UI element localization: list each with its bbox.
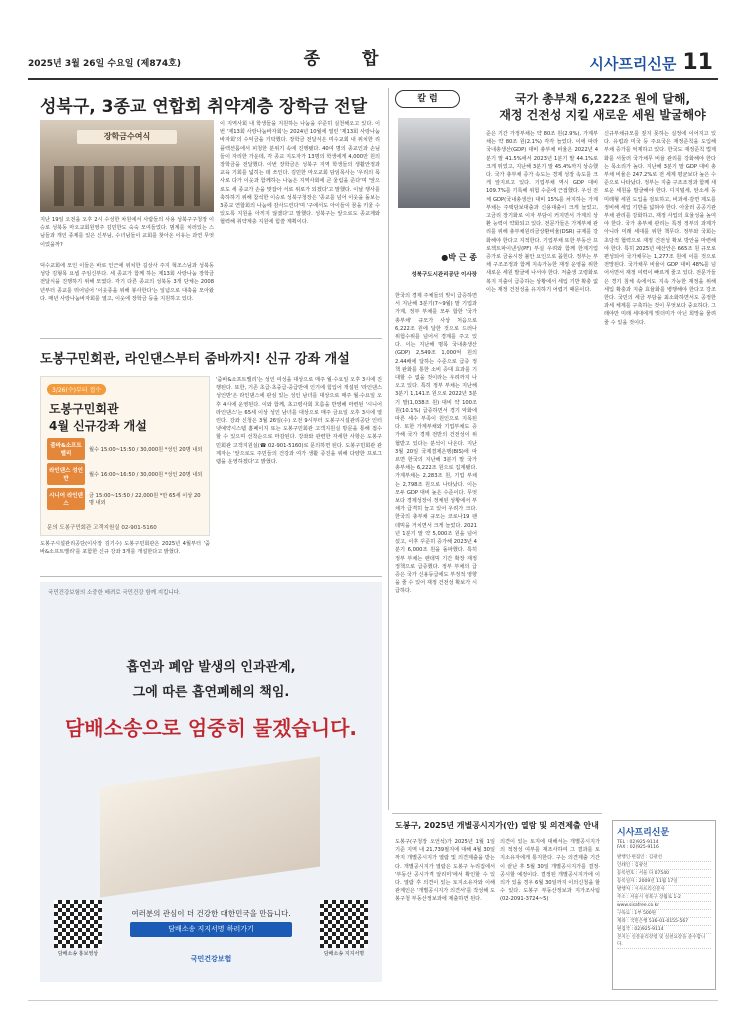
article2-body: '줌바&소프트밸리'는 성인 여성을 대상으로 매주 월·수요일 오후 3시에 진행된다. 또한, 기존 초급·초중급·중급반에 인기에 힘입어 개설된 '라인댄스 성인반'은 라인댄스에 관심 있는 성인 남녀를 대상으로 매주 월·수요일 오후 4시에 운영된다. 이와 함께, 초고령사회 흐름을 반영해 마련된 '시니어 라인댄스'는 65세 이상 성인 남녀를 대상으로 매주 금요일 오후 3시에 열린다. 강좌 신청은 3월 26일(수) 오전 9시부터 도봉구시설관리공단 인터넷예약시스템 홈페이지 또는 도봉구민회관 고객지원실 방문을 통해 접수할 수 있으며 선착순으로 마감된다. 강좌와 관련한 자세한 사항은 도봉구민회관 고객지원실(☎ 02-901-5160)로 문의하면 된다. 도봉구민회관 관계자는 '앞으로도 주민들의 건강과 여가 생활 증진을 위해 다양한 프로그램을 운영하겠다'고 밝혔다. xyxy=(216,377,382,466)
qr-left-label: 담배소송 홍보영상 xyxy=(57,951,99,957)
masthead-line: 본지는 신문윤리강령 및 실천요강을 준수합니다. xyxy=(617,934,711,949)
ad-line-1: 흡연과 폐암 발생의 인과관계, xyxy=(126,660,296,675)
masthead-line: 발행인·편집인 : 김광선 xyxy=(617,854,711,862)
header-date-issue: 2025년 3월 26일 수요일 (제874호) xyxy=(28,59,181,69)
masthead-line: 인쇄인 : 김광선 xyxy=(617,862,711,870)
article3-headline-2: 재정 건전성 지킬 새로운 세원 발굴해야 xyxy=(499,108,706,122)
cigarette-illustration xyxy=(100,757,320,898)
divider xyxy=(392,813,602,814)
article2-headline: 도봉구민회관, 라인댄스부터 줌바까지! 신규 강좌 개설 xyxy=(40,352,350,367)
qr-right-label: 담배소송 지지서명 xyxy=(323,951,365,957)
poster-title-1: 도봉구민회관 xyxy=(49,402,119,416)
article1-body-right: 이 지역사회 내 학생들을 지원하는 나눔을 꾸준히 실천해오고 있다. 이번 '제13회 사랑나눔바자회'는 2024년 10월에 열린 '제13회 사랑나눔 바자회'의 수익금을 기탁했다. 장학금 전달식은 미수교회 내 위치한 리플렉션룸에서 피청한 분위기 속에 진행됐다. 40여 명의 종교인과 손님들이 자리한 가운데, 각 종교 지도자가 13명의 학생에게 4,000만 원의 장학금을 전달했다. 이번 장학금은 성북구 지역 학생들의 생활안정과 교육 기회를 넓히는 데 쓰인다. 김민한 마오교회 담임목사는 '우리의 목사로 다가 이웃과 함께하는 나눔은 지역사회에 큰 울림을 준다'며 '앞으로도 세 종교가 손을 맞잡아 서로 위로가 되겠다'고 말했다. 이날 행사를 축하하기 위해 참석한 이승로 성북구청장은 '종교를 넘어 이웃을 돌보는 3종교 연합회의 나눔에 감사드린다'며 '구에서도 아이들이 꿈을 키울 수 있도록 지원을 아끼지 않겠다'고 말했다. 성북구는 앞으로도 종교계와 협력해 취약계층 지원에 힘쓸 계획이다. xyxy=(220,121,380,226)
qr-right-icon[interactable] xyxy=(320,900,368,948)
masthead-line: www.sisafree.co.kr xyxy=(617,902,711,910)
poster-rows xyxy=(41,438,209,510)
poster-badge: 3/26(수)부터 접수 xyxy=(47,384,106,395)
footer-rule xyxy=(28,1000,718,1001)
poster-row xyxy=(47,463,203,485)
ad-cta-button[interactable]: 담배소송 지지서명 하러가기 xyxy=(130,922,292,937)
masthead-lines xyxy=(617,854,711,949)
column-author: ●박 근 종 xyxy=(441,253,477,262)
masthead-line: 등록번호 : 서울 다 07540 xyxy=(617,870,711,878)
article3-body-a: 준은 기간 가정부채는 약 80조 원(2.9%), 가계부채는 약 80조 원(2.1%) 각각 늘었다. 이에 따라 국내총생산(GDP) 대비 총부채 비율은 2022년 4분기 말 41.5%에서 2023년 1분기 말 44.1%로 크게 뛰었고, 지난해 3분기 말 45.4%까지 상승했다. 국가 총부채 증가 속도는 경제 성장 속도를 크게 앞지르고 있다. 기업부채 역시 GDP 대비 109.7%를 기록해 위험 수준에 근접했다. 우선 전체 GDP(국내총생산) 대비 15%를 차지하는 가계부채는 주택담보대출과 신용대출이 크게 늘었고, 고금리 장기화로 이자 부담이 커지면서 가계의 상환 능력이 약화되고 있다. 전문가들은 가계부채 관리를 위해 총부채원리금상환비율(DSR) 규제를 강화해야 한다고 지적한다. 기업부채 또한 부동산 프로젝트파이낸싱(PF) 부실 우려와 함께 한계기업 증가로 금융시장 불안 요인으로 꼽힌다. 정부는 부채 구조조정과 함께 지속가능한 재정 운영을 위한 새로운 세원 발굴에 나서야 한다. 저출생 고령화로 복지 지출이 급증하는 상황에서 세입 기반 확충 없이는 재정 건전성을 유지하기 어렵기 때문이다. xyxy=(486,131,598,293)
masthead-line: 등록일자 : 2009년 11월 17일 xyxy=(617,878,711,886)
poster-row xyxy=(47,488,203,510)
article3-headline-1: 국가 총부채 6,222조 원에 달해, xyxy=(514,92,691,106)
masthead-paper: 시사프리신문 xyxy=(617,828,670,838)
divider xyxy=(40,576,382,577)
poster-footer: 문의 도봉구민회관 고객지원실 02-901-5160 xyxy=(47,525,157,531)
header-rule xyxy=(28,78,718,80)
poster-row-info: 금 15:00~15:50 / 22,000원 *만 65세 이상 20명 내외 xyxy=(89,493,201,506)
article1-body-left: 덕수교회에 모인 이들은 바로 인근에 위치한 길상사 주지 혁조스님과 성북동성당 김형목 요셉 주임신부다. 세 종교가 함께 하는 제13회 사랑나눔 장학금 전달식을 진행하기 위해 모였다. 각기 다른 종교의 성북동 3개 단체는 2008년부터 종교를 뛰어넘어 '이웃종을 위해 봉사한다'는 일념으로 대축을 모아왔다. 매년 사랑나눔바자회를 열고, 이웃에 장학금 등을 지원하고 있다. xyxy=(40,263,214,302)
column-body: 한국의 경제 주체들의 빚이 급증하면서 지난해 3분기(7~9월) 말 기업과 가계, 정부 부채를 모두 합한 '국가 총부채' 규모가 사상 처음으로 6,222조 원에 달한 것으로 드러나 위험수위를 넘어서 경계를 주고 있다. 이는 지난해 명목 국내총생산(GDP) 2,549조 1,000억 원의 2.44배에 달하는 수준으로 급증 정책 완화를 통한 소비 증대 효과를 기대할 수 없을 것이라는 우려까지 나오고 있다. 특히 정부 부채는 지난해 3분기 1,141조 원으로 2022년 3분기 말(1,038조 원) 대비 약 100조 원(10.1%) 급증하면서 경기 악화에 따른 세수 부족이 원인으로 지목된다. 또한 가계부채와 기업부채도 증가해 국가 경제 전반의 건전성이 위협받고 있다는 분석이 나온다. 지난 3월 20일 국제결제은행(BIS)에 따르면 한국의 지난해 3분기 말 국가 총부채는 6,222조 원으로 집계됐다. 가계부채는 2,283조 원, 기업 부채는 2,798조 원으로 나타났다. 이는 모두 GDP 대비 높은 수준이다. 무엇보다 경제성장이 정체된 상황에서 부채가 급격히 늘고 있어 우려가 크다. 한국의 총부채 규모는 코로나19 팬데믹을 거치면서 크게 늘었다. 2021년 1분기 말 약 5,000조 원을 넘어섰고, 이후 꾸준히 증가해 2023년 4분기 6,000조 원을 돌파했다. 특히 정부 부채는 팬데믹 기간 확장 재정 정책으로 급증했다. 정부 부채의 급증은 국가 신용등급에도 부정적 영향을 줄 수 있어 재정 건전성 확보가 시급하다. xyxy=(395,293,477,595)
masthead-line: 편집국 : 02)925-9114 xyxy=(617,926,711,934)
section-title: 종 합 xyxy=(303,49,397,69)
column-author-title: 성북구도시관리공단 이사장 xyxy=(411,272,477,278)
ad-logo-text: 국민건강보험의 소중한 배려로 국민건강 함께 지킵니다. xyxy=(48,590,181,596)
poster-row-name: 시니어 라인댄스 xyxy=(47,488,85,510)
article3-body-b: 신규부채규모를 짚지 못하는 실정에 이어지고 있다. 유럽과 미국 등 주요국은 재정준칙을 도입해 부채 증가를 억제하고 있다. 한국도 재정준칙 법제화를 서둘러 국가채무 비율 관리를 강화해야 한다는 목소리가 높다. 지난해 3분기 말 GDP 대비 총부채 비율은 247.2%로 전 세계 평균보다 높은 수준으로 나타났다. 정부는 지출 구조조정과 함께 새로운 세원을 발굴해야 한다. 디지털세, 탄소세 등 미래형 세원 도입을 검토하고, 비과세·감면 제도를 정비해 세입 기반을 넓혀야 한다. 아울러 공공기관 부채 관리를 강화하고, 재정 사업의 효율성을 높여야 한다. 국가 총부채 관리는 특정 정부의 과제가 아니라 미래 세대를 위한 책무다. 정부와 국회는 초당적 협력으로 재정 건전성 확보 방안을 마련해야 한다. 특히 2025년 예산안은 665조 원 규모로 편성되어 국가채무는 1,277조 원에 이를 것으로 전망된다. 국가채무 비율이 GDP 대비 48%를 넘어서면서 재정 여력이 빠르게 줄고 있다. 전문가들은 경기 침체 속에서도 지속 가능한 재정을 위해 세입 확충과 지출 효율화를 병행해야 한다고 강조한다. 국민의 세금 부담을 최소화하면서도 공정한 과세 체계를 구축하는 것이 무엇보다 중요하다. 그래야만 미래 세대에게 빚더미가 아닌 희망을 물려줄 수 있을 것이다. xyxy=(604,131,716,326)
masthead-line: 계좌 : 국민은행 536-01-0155-567 xyxy=(617,918,711,926)
poster-row-info: 월수 15:00~15:50 / 30,000원 *성인 20명 내외 xyxy=(89,446,203,453)
article1-caption: 지난 19일 오전을 오후 2시 수성한 차원에서 사람들의 사용 성북구구청장 이승로 성북동 마오교회원영주 김민한도 숙숙 모여들었다. 범계를 치러있는 스님들과 개인 종제를 있은 신부님, 수녀님들이 교회를 찾아온 이유는 과연 무엇이었을까? xyxy=(40,217,214,248)
photo-banner: 장학금수여식 xyxy=(77,130,177,144)
header-masthead xyxy=(589,50,713,75)
ad-line-2: 그에 따른 흡연폐해의 책임. xyxy=(132,685,290,700)
poster-title-2: 4월 신규강좌 개설 xyxy=(49,419,147,433)
ad-panel xyxy=(40,582,382,982)
article1-photo xyxy=(40,120,214,212)
poster-row-name: 라인댄스 성인반 xyxy=(47,463,85,485)
masthead-line: 구독료 : 1부 500원 xyxy=(617,910,711,918)
ad-slogan: 담배소송으로 엄중히 물겠습니다. xyxy=(64,716,357,740)
masthead-line: 주소 : 서울시 성북구 장월로 1-2 xyxy=(617,894,711,902)
divider xyxy=(40,338,382,339)
article2-caption: 도봉구시설관리공단(이사장 김기수) 도봉구민회관은 2025년 4월부터 '줌바&소프트밸리'를 포함한 신규 강좌 3개를 개설한다고 밝혔다. xyxy=(40,541,210,556)
column-divider xyxy=(388,88,389,810)
ad-org: 국민건강보험 xyxy=(190,955,232,963)
paper-name: 시사프리신문 xyxy=(589,55,677,73)
column-tag: 칼 럼 xyxy=(395,90,460,108)
poster-row xyxy=(47,438,203,460)
article2-poster xyxy=(40,376,210,536)
ad-bottom-text: 여러분의 관심이 더 건강한 대한민국을 만듭니다. xyxy=(131,909,291,918)
masthead-contact: TEL : 02)925-9114 FAX : 02)925-9116 xyxy=(617,840,659,850)
article4-headline: 도봉구, 2025년 개별공시지가(안) 열람 및 의견제출 안내 xyxy=(395,821,599,830)
qr-left-icon[interactable] xyxy=(54,900,102,948)
masthead-box xyxy=(612,820,716,990)
article4-body-b: 의견이 있는 토지에 대해서는 개별공시지가의 적정성 여부를 재조사하여 그 결과를 토지소유자에게 통지한다. 구는 의견제출 기간이 끝난 후 5월 30일 개별공시지가를 결정·공시할 예정이다. 결정된 개별공시지가에 이의가 있을 경우 6월 30일까지 이의신청을 할 수 있다. 도봉구 부동산정보과 지가조사팀(02-2091-3724~5) xyxy=(500,839,600,903)
masthead-line: 발행처 : 시사프리신문사 xyxy=(617,886,711,894)
article1-headline: 성북구, 3종교 연합회 취약계층 장학금 전달 xyxy=(40,97,368,117)
author-photo xyxy=(398,118,470,208)
poster-row-name: 줌바&소프트밸리 xyxy=(47,438,85,460)
article4-body-a: 도봉구(구청장 오언석)가 2025년 1월 1일 기준 지역 내 21,739필지에 대해 4월 30일까지 개별공시지가 열람 및 의견제출을 받는다. 개별공시지가 열람은 도봉구 누리집에서 '부동산 공시가격 알리미'에서 확인할 수 있다. 열람 후 의견이 있는 토지소유자와 이해관계인은 '개별공시지가 의견서'를 작성해 도봉구청 부동산정보과에 제출하면 된다. xyxy=(395,839,495,903)
poster-row-info: 월수 16:00~16:50 / 30,000원 *성인 20명 내외 xyxy=(89,471,203,478)
page-number: 11 xyxy=(682,50,713,75)
photo-people xyxy=(54,166,200,206)
